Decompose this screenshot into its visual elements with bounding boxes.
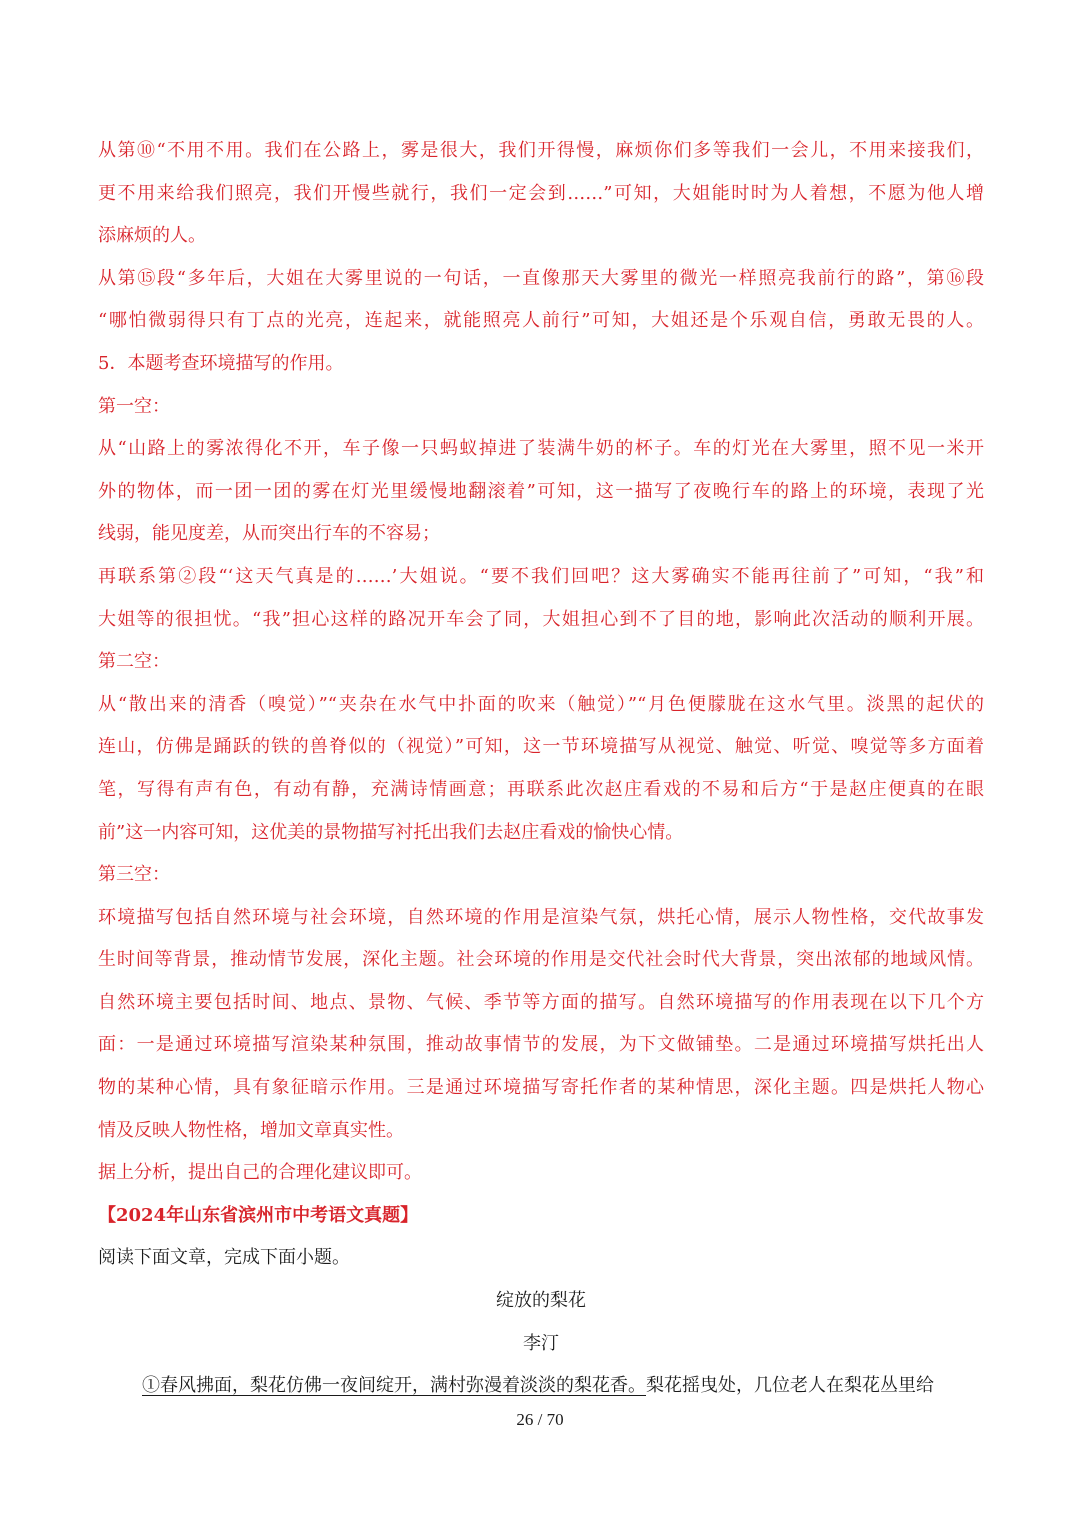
text-line: 前”这一内容可知，这优美的景物描写衬托出我们去赵庄看戏的愉快心情。 [98,821,684,843]
page-number: 26 / 70 [516,1410,564,1429]
text-line: 再联系第②段“‘这天气真是的……’大姐说。“要不我们回吧？这大雾确实不能再往前了”可知，“我”和 [98,565,984,587]
text-line: 笔，写得有声有色，有动有静，充满诗情画意；再联系此次赵庄看戏的不易和后方“于是赵庄便真的在眼 [98,778,984,800]
text-line: 添麻烦的人。 [98,225,206,247]
underlined-sentence: ①春风拂面，梨花仿佛一夜间绽开，满村弥漫着淡淡的梨花香。 [142,1375,646,1397]
text-line: 李汀 [523,1332,559,1354]
text-line: 据上分析，提出自己的合理化建议即可。 [98,1162,422,1184]
text-line: 第二空： [98,651,170,673]
text-line: 从第⑮段“多年后，大姐在大雾里说的一句话，一直像那天大雾里的微光一样照亮我前行的路”，第⑯段 [98,267,984,289]
paragraph-continuation: 梨花摇曳处，几位老人在梨花丛里给 [646,1375,934,1397]
text-line: 生时间等背景，推动情节发展，深化主题。社会环境的作用是交代社会时代大背景，突出浓郁的地域风情。 [98,949,984,971]
text-line: 物的某种心情，具有象征暗示作用。三是通过环境描写寄托作者的某种情思，深化主题。四是烘托人物心 [98,1077,984,1099]
text-line: 环境描写包括自然环境与社会环境，自然环境的作用是渲染气氛，烘托心情，展示人物性格，交代故事发 [98,906,984,928]
text-line: 从“散出来的清香（嗅觉）”“夹杂在水气中扑面的吹来（触觉）”“月色便朦胧在这水气里。淡黑的起伏的 [98,693,984,715]
text-line: 外的物体，而一团一团的雾在灯光里缓慢地翻滚着”可知，这一描写了夜晚行车的路上的环境，表现了光 [98,480,984,502]
text-line: 阅读下面文章，完成下面小题。 [98,1247,350,1269]
document-body [98,130,984,1408]
text-line: 自然环境主要包括时间、地点、景物、气候、季节等方面的描写。自然环境描写的作用表现在以下几个方 [98,991,984,1013]
text-line: 线弱，能见度差，从而突出行车的不容易； [98,523,440,545]
text-line: 【2024年山东省滨州市中考语文真题】 [98,1204,419,1226]
text-line: 5．本题考查环境描写的作用。 [98,352,344,374]
text-line: 从第⑩“不用不用。我们在公路上，雾是很大，我们开得慢，麻烦你们多等我们一会儿，不用来接我们， [98,140,984,161]
text-line: 绽放的梨花 [496,1290,586,1312]
text-line: 面：一是通过环境描写渲染某种氛围，推动故事情节的发展，为下文做铺垫。二是通过环境描写烘托出人 [98,1034,984,1056]
text-line: 第三空： [98,864,170,886]
text-line: 更不用来给我们照亮，我们开慢些就行，我们一定会到……”可知，大姐能时时为人着想，不愿为他人增 [98,182,984,204]
text-line: 从“山路上的雾浓得化不开，车子像一只蚂蚁掉进了装满牛奶的杯子。车的灯光在大雾里，照不见一米开 [98,438,984,460]
text-line: 连山，仿佛是踊跃的铁的兽脊似的（视觉）”可知，这一节环境描写从视觉、触觉、听觉、嗅觉等多方面着 [98,736,984,758]
text-line: “哪怕微弱得只有丁点的光亮，连起来，就能照亮人前行”可知，大姐还是个乐观自信，勇敢无畏的人。 [98,310,984,332]
text-line: 情及反映人物性格，增加文章真实性。 [98,1119,404,1141]
text-line: 大姐等的很担忧。“我”担心这样的路况开车会了同，大姐担心到不了目的地，影响此次活动的顺利开展。 [98,608,984,630]
article-first-paragraph [98,1365,984,1408]
text-line: 第一空： [98,395,170,417]
